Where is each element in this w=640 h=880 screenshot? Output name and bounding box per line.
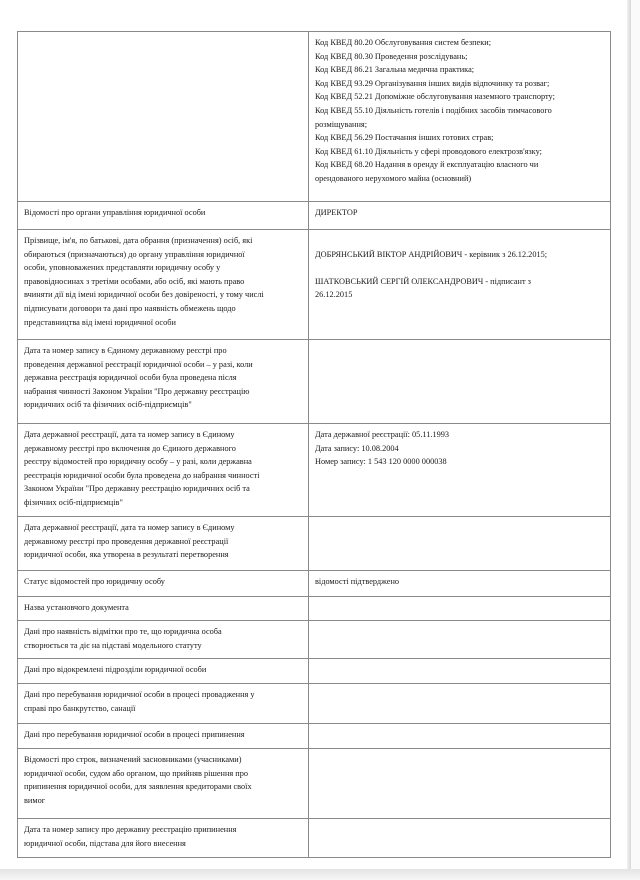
kved-line: Код КВЕД 61.10 Діяльність у сфері проводового електрозв'язку; [315,146,542,156]
value-line: Номер запису: 1 543 120 0000 000038 [315,457,447,467]
row-label [18,32,309,202]
row-label [18,819,309,858]
row-value [309,202,611,230]
label-line: державному реєстрі про проведення державної реєстрації [24,536,229,546]
table-row [18,724,611,749]
status-value: відомості підтверджено [315,577,400,586]
page-edge [631,0,640,880]
label-line: справі про банкрутство, санації [24,703,136,713]
kved-line: Код КВЕД 80.30 Проведення розслідувань; [315,51,468,61]
kved-list [309,32,611,202]
row-value [309,724,611,749]
row-label [18,621,309,659]
label-line: Дата державної реєстрації, дата та номер запису в Єдиному [24,430,235,439]
label-line: фізичних осіб-підприємців" [24,497,123,507]
row-label [18,571,309,597]
row-value [309,684,611,724]
label-line: Дані про перебування юридичної особи в процесі припинення [24,730,245,739]
label-line: державному реєстрі про включення до Єдиного державного [24,443,236,453]
label-line: Дані про відокремлені підрозділи юридичної особи [24,665,207,674]
table-row [18,517,611,571]
label-line: Прізвище, ім'я, по батькові, дата обрання (призначення) осіб, які [24,236,253,245]
label-line: вимог [24,795,46,805]
value-line: ДИРЕКТОР [315,208,358,217]
label-line: реєстрація юридичної особи була проведена до набрання чинності [24,470,260,480]
label-line: набрання чинності Законом України "Про державну реєстрацію [24,386,250,396]
row-value [309,819,611,858]
label-line: Назва установчого документа [24,603,129,612]
row-value [309,517,611,571]
row-label [18,230,309,340]
label-line: створюється та діє на підставі модельного статуту [24,640,202,650]
row-value [309,424,611,517]
kved-line: Код КВЕД 55.10 Діяльність готелів і подібних засобів тимчасового [315,105,552,115]
value-line: ДОБРЯНСЬКИЙ ВІКТОР АНДРІЙОВИЧ - керівник з 26.12.2015; [315,250,548,259]
table-row [18,621,611,659]
label-line: юридичної особи, підстава для його внесення [24,838,186,848]
table-row [18,424,611,517]
row-label [18,340,309,424]
kved-line: Код КВЕД 52.21 Допоміжне обслуговування наземного транспорту; [315,92,555,102]
row-label [18,684,309,724]
label-line: Статус відомостей про юридичну особу [24,577,165,586]
row-value [309,749,611,819]
kved-line: орендованого нерухомого майна (основний) [315,173,472,183]
kved-line: розміщування; [315,119,368,129]
table-row [18,749,611,819]
label-line: представництва від імені юридичної особи [24,317,176,327]
row-label [18,659,309,684]
row-label [18,424,309,517]
label-line: припинення юридичної особи, для заявлення кредиторами своїх [24,782,252,792]
row-label [18,749,309,819]
kved-line: Код КВЕД 56.29 Постачання інших готових страв; [315,133,494,143]
label-line: Дата та номер запису в Єдиному державному реєстрі про [24,346,227,355]
table-row [18,684,611,724]
label-line: Дані про наявність відмітки про те, що юридична особа [24,627,222,636]
value-line: Дата запису: 10.08.2004 [315,443,399,453]
row-label [18,597,309,621]
table-row [18,202,611,230]
label-line: юридичної особи, судом або органом, що прийняв рішення про [24,768,249,778]
registry-extract-table [17,31,611,858]
row-value [309,621,611,659]
table-row [18,819,611,858]
row-value [309,340,611,424]
kved-line: Код КВЕД 80.20 Обслуговування систем безпеки; [315,38,492,47]
table-row [18,340,611,424]
table-row [18,659,611,684]
label-line: проведення державної реєстрації юридичної особи – у разі, коли [24,359,253,369]
label-line: вчиняти дії від імені юридичної особи без довіреності, у тому числі [24,290,264,300]
row-value [309,597,611,621]
label-line: обираються (призначаються) до органу управління юридичної [24,249,245,259]
value-line: Дата державної реєстрації: 05.11.1993 [315,430,450,439]
kved-line: Код КВЕД 68.20 Надання в оренду й експлуатацію власного чи [315,160,539,170]
row-label [18,724,309,749]
page-bottom-shadow [0,869,640,880]
label-line: реєстру відомостей про юридичну особу – у разі, коли державна [24,457,252,467]
label-line: державна реєстрація юридичної особи була проведена після [24,373,237,383]
table-row [18,597,611,621]
label-line: правовідносинах з третіми особами, або осіб, які мають право [24,276,245,286]
spacer [315,262,604,275]
row-value [309,659,611,684]
value-line: ШАТКОВСЬКИЙ СЕРГІЙ ОЛЕКСАНДРОВИЧ - підписант з [315,276,531,286]
label-line: Дані про перебування юридичної особи в процесі провадження у [24,690,255,699]
label-line: Дата та номер запису про державну реєстрацію припинення [24,825,237,834]
row-value [309,230,611,340]
row-value [309,571,611,597]
table-row [18,230,611,340]
table-row [18,32,611,202]
value-line: 26.12.2015 [315,290,353,300]
label-line: особи, уповноважених представляти юридичну особу у [24,263,221,273]
label-line: Дата державної реєстрації, дата та номер запису в Єдиному [24,523,235,532]
label-line: Відомості про строк, визначений засновниками (учасниками) [24,755,242,764]
table-row [18,571,611,597]
label-line: підписувати договори та дані про наявність обмежень щодо [24,303,236,313]
row-label [18,202,309,230]
label-line: Відомості про органи управління юридичної особи [24,208,206,217]
kved-line: Код КВЕД 86.21 Загальна медична практика; [315,65,475,75]
row-label [18,517,309,571]
label-line: юридичної особи, яка утворена в результаті перетворення [24,550,229,560]
label-line: юридичних осіб та фізичних осіб-підприємців" [24,400,192,410]
label-line: Законом України "Про державну реєстрацію юридичних осіб та [24,484,250,494]
kved-line: Код КВЕД 93.29 Організування інших видів відпочинку та розваг; [315,78,550,88]
